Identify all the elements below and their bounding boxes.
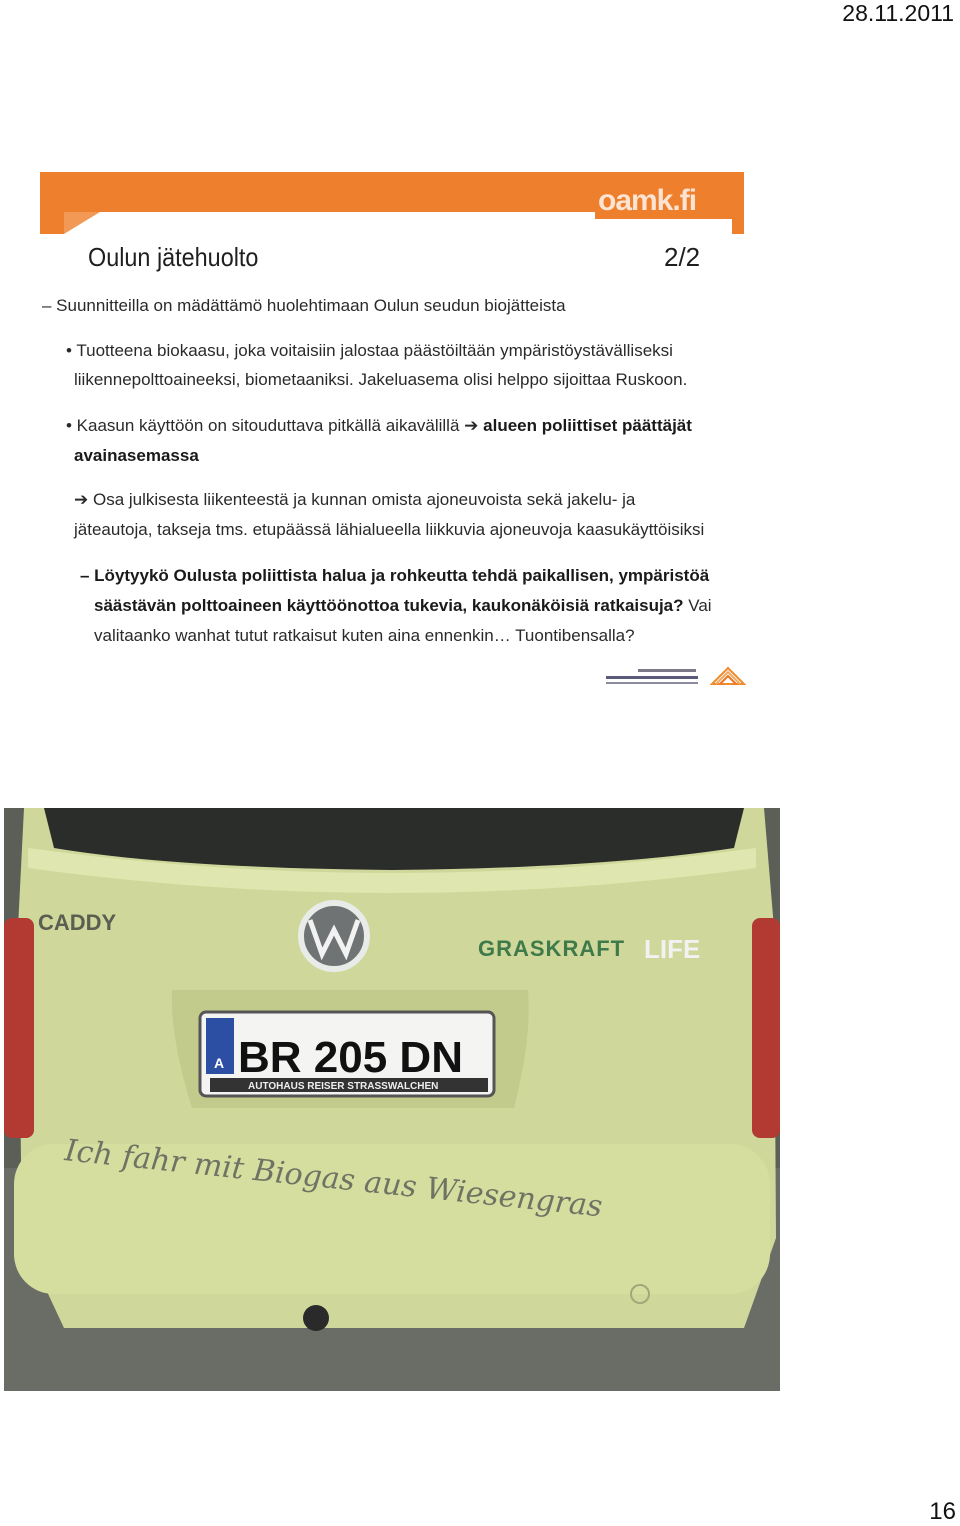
car-photo [4,808,780,1391]
bullet-2-line-1 [66,416,692,436]
biogas-slogan: Ich fahr mit Biogas aus Wiesengras [63,1133,605,1225]
arrow-icon: ➔ [464,416,479,435]
arrow-point-line-2: jäteautoja, takseja tms. etupäässä lähialueella liikkuvia ajoneuvoja kaasukäyttöisiksi [74,520,705,539]
point-main: – Suunnitteilla on mädättämö huolehtimaan Oulun seudun biojätteista [42,296,566,315]
plate-country: A [214,1055,225,1071]
bullet-1-line-1: • Tuotteena biokaasu, joka voitaisiin jalostaa päästöiltään ympäristöystävälliseksi [66,341,673,360]
question-line-1: – Löytyykö Oulusta poliittista halua ja rohkeutta tehdä paikallisen, ympäristöä [80,566,710,585]
graskraft-badge: GRASKRAFT [478,936,626,961]
question-rest: Vai [683,596,712,615]
bullet-2-line-2: avainasemassa [74,446,199,465]
plate-dealer: AUTOHAUS REISER STRASSWALCHEN [248,1081,439,1092]
question-line-3: valitaanko wanhat tutut ratkaisut kuten aina ennenkin… Tuontibensalla? [94,626,635,645]
bullet-2-text: • Kaasun käyttöön on sitouduttava pitkällä aikavälillä [66,416,460,435]
slide-number: 2/2 [664,242,701,272]
license-plate: BR 205 DN [238,1033,463,1082]
partner-logos [604,666,746,688]
bullet-1-line-2: liikennepolttoaineeksi, biometaaniksi. Jakeluasema olisi helppo sijoittaa Ruskoon. [74,370,688,389]
document-date: 28.11.2011 [842,0,954,26]
question-bold: säästävän polttoaineen käyttöönottoa tukevia, kaukonäköisiä ratkaisuja? [94,596,684,615]
oamk-logo: oamk.fi [598,184,697,217]
question-line-2 [94,596,712,616]
page-number: 16 [929,1498,956,1525]
arrow-point-text: Osa julkisesta liikenteestä ja kunnan omista ajoneuvoista sekä jakelu- ja [92,490,636,509]
slide-title: Oulun jätehuolto [88,242,259,272]
life-badge: LIFE [644,934,701,964]
car-model-badge: CADDY [38,910,117,935]
arrow-point-line-1 [74,490,635,510]
bullet-2-bold: alueen poliittiset päättäjät [483,416,692,435]
arrow-icon: ➔ [74,490,89,509]
